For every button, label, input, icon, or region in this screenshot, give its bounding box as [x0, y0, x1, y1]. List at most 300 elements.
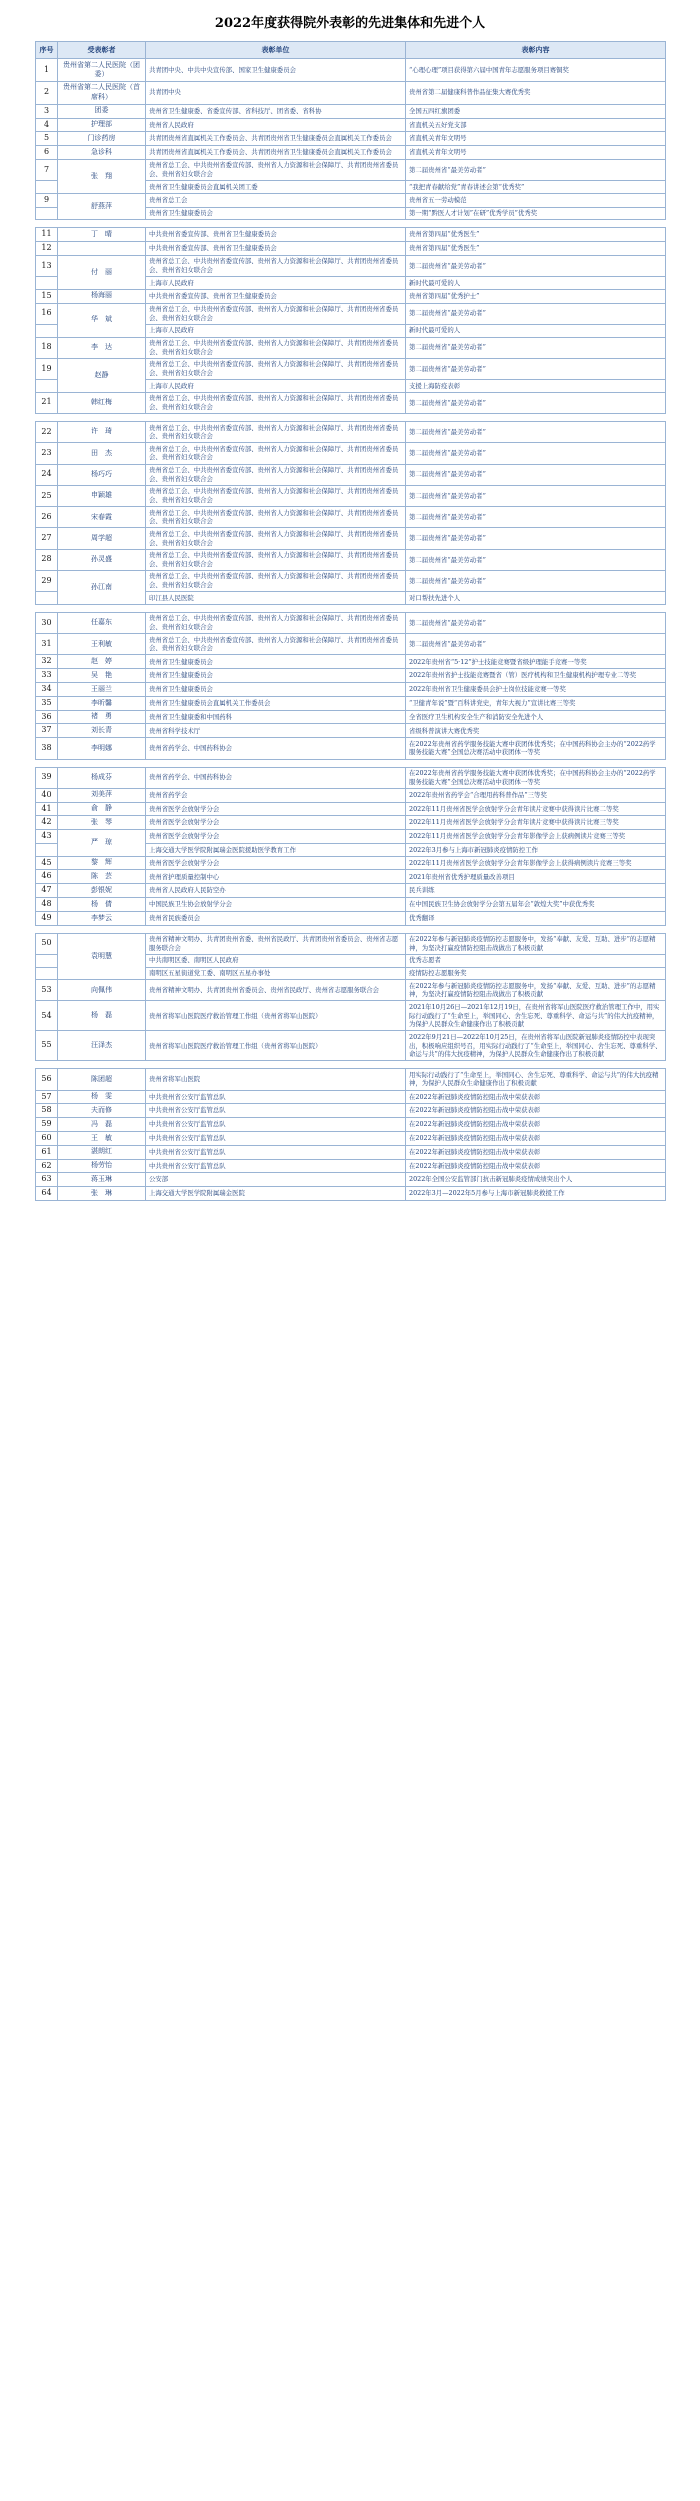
row-number: 28 [36, 549, 58, 570]
table-row [36, 289, 666, 303]
recipient-name: 刘长青 [58, 724, 146, 738]
table-row [36, 1069, 666, 1090]
row-number: 22 [36, 422, 58, 443]
recipient-name: 华 斌 [58, 303, 146, 337]
table-row [36, 255, 666, 276]
row-number: 35 [36, 696, 58, 710]
row-number: 41 [36, 802, 58, 816]
section-gap [36, 414, 666, 422]
recipient-name: 许 琦 [58, 422, 146, 443]
table-row [36, 193, 666, 207]
row-number: 39 [36, 767, 58, 788]
award-content: 优秀翻译 [406, 911, 666, 925]
award-unit: 贵州省精神文明办、共青团贵州省委员会、贵州省民政厅、贵州省志愿服务联合会 [146, 980, 406, 1001]
award-unit: 贵州省总工会、中共贵州省委宣传部、贵州省人力资源和社会保障厅、共青团贵州省委员会、贵州省妇女联合会 [146, 549, 406, 570]
award-unit: 贵州省药学会、中国药科协会 [146, 738, 406, 759]
award-content: 第二届贵州省“最美劳动者” [406, 159, 666, 180]
award-unit: 中共贵州省公安厅监管总队 [146, 1159, 406, 1173]
award-unit: 中共贵州省公安厅监管总队 [146, 1145, 406, 1159]
award-unit: 贵州省卫生健康委员会 [146, 683, 406, 697]
table-row [36, 816, 666, 830]
recipient-name: 俞 静 [58, 802, 146, 816]
award-content: 2022年贵州省护士技能竞赛暨省（管）医疗机构和卫生健康机构护理专业二等奖 [406, 669, 666, 683]
award-unit: 贵州省民族委员会 [146, 911, 406, 925]
table-row [36, 1173, 666, 1187]
recipient-name: 杨 倩 [58, 898, 146, 912]
row-number: 11 [36, 228, 58, 242]
row-number: 47 [36, 884, 58, 898]
row-number: 18 [36, 337, 58, 358]
table-row [36, 767, 666, 788]
row-number: 31 [36, 634, 58, 655]
award-content: 在2022年新冠肺炎疫情防控阻击战中荣获表彰 [406, 1131, 666, 1145]
recipient-name: 韩红梅 [58, 392, 146, 413]
recipient-name: 贵州省第二人民医院（团委） [58, 59, 146, 82]
row-number: 61 [36, 1145, 58, 1159]
recipient-name: 王丽兰 [58, 683, 146, 697]
award-content: 2022年全国公安监管部门抗击新冠肺炎疫情成绩突出个人 [406, 1173, 666, 1187]
recipient-name: 杨巧巧 [58, 464, 146, 485]
award-content: 省直机关五好党支部 [406, 118, 666, 132]
award-unit: 共青团中央、中共中央宣传部、国家卫生健康委员会 [146, 59, 406, 82]
table-row [36, 337, 666, 358]
award-content: 2021年贵州省优秀护理质量改善项目 [406, 870, 666, 884]
table-row [36, 710, 666, 724]
row-number: 33 [36, 669, 58, 683]
award-unit: 贵州省总工会、中共贵州省委宣传部、贵州省人力资源和社会保障厅、共青团贵州省委员会、贵州省妇女联合会 [146, 255, 406, 276]
section-gap [36, 759, 666, 767]
recipient-name: 任嘉东 [58, 612, 146, 633]
recipient-name: 杨 雯 [58, 1090, 146, 1104]
awards-table [35, 41, 666, 1201]
row-number: 55 [36, 1031, 58, 1061]
award-content: 第二届贵州省“最美劳动者” [406, 634, 666, 655]
award-content: 第二届贵州省“最美劳动者” [406, 549, 666, 570]
award-unit: 上海交通大学医学院附属瑞金医院 [146, 1187, 406, 1201]
award-content: 2022年贵州省药学会“合理用药科普作品”三等奖 [406, 788, 666, 802]
award-content: 2021年10月26日—2021年12月19日，在贵州省将军山医院医疗救治管理工作中，用实际行动践行了“生命至上，举国同心、舍生忘死、尊重科学、命运与共”的伟大抗疫精神，为保护人民群众生命健康作出了积极贡献 [406, 1001, 666, 1031]
award-content: 全国五四红旗团委 [406, 104, 666, 118]
recipient-name: 杨 磊 [58, 1001, 146, 1031]
recipient-name: 丁 晴 [58, 228, 146, 242]
award-content: “我把青春献给党”青春讲述会第“优秀奖” [406, 181, 666, 194]
award-unit: 贵州省医学会放射学分会 [146, 856, 406, 870]
award-content: 用实际行动践行了“生命至上，举国同心、舍生忘死、尊重科学、命运与共”的伟大抗疫精神，为保护人民群众生命健康作出了积极贡献 [406, 1069, 666, 1090]
award-unit: 贵州省卫生健康委员会 [146, 669, 406, 683]
award-content: 2022年9月21日—2022年10月25日，在贵州省将军山医院新冠肺炎疫情防控中表现突出，积极响应组织号召，用实际行动践行了“生命至上，举国同心、舍生忘死、尊重科学、命运与共”的伟大抗疫精神，为保护人民群众生命健康作出了积极贡献 [406, 1031, 666, 1061]
award-content: “卫健青年说”暨“百科讲党史，青年大视力”宣讲比赛三等奖 [406, 696, 666, 710]
award-unit: 贵州省医学会放射学分会 [146, 830, 406, 844]
award-unit: 上海市人民政府 [146, 380, 406, 393]
row-number: 46 [36, 870, 58, 884]
award-unit: 上海市人民政府 [146, 277, 406, 290]
table-row [36, 358, 666, 379]
row-number: 24 [36, 464, 58, 485]
award-content: 第二届贵州省“最美劳动者” [406, 528, 666, 549]
table-row [36, 1159, 666, 1173]
row-number: 48 [36, 898, 58, 912]
award-content: 贵州省五一劳动模范 [406, 193, 666, 207]
table-row [36, 856, 666, 870]
table-row [36, 228, 666, 242]
recipient-name: 陈团超 [58, 1069, 146, 1090]
row-number: 13 [36, 255, 58, 276]
row-number: 32 [36, 655, 58, 669]
award-unit: 贵州省药学会、中国药科协会 [146, 767, 406, 788]
row-number: 36 [36, 710, 58, 724]
award-unit: 贵州省总工会、中共贵州省委宣传部、贵州省人力资源和社会保障厅、共青团贵州省委员会、贵州省妇女联合会 [146, 337, 406, 358]
table-row [36, 1090, 666, 1104]
recipient-name: 蒋玉琳 [58, 1173, 146, 1187]
row-number: 54 [36, 1001, 58, 1031]
award-unit: 贵州省卫生健康委和中国药科 [146, 710, 406, 724]
row-number: 15 [36, 289, 58, 303]
award-unit: 贵州省总工会、中共贵州省委宣传部、贵州省人力资源和社会保障厅、共青团贵州省委员会、贵州省妇女联合会 [146, 392, 406, 413]
award-unit: 贵州省将军山医院医疗救治管理工作组（贵州省将军山医院） [146, 1001, 406, 1031]
row-number: 38 [36, 738, 58, 759]
table-row [36, 392, 666, 413]
header-honor: 表彰内容 [406, 42, 666, 59]
award-content: 第二届贵州省“最美劳动者” [406, 464, 666, 485]
award-content: 优秀志愿者 [406, 954, 666, 967]
table-row [36, 242, 666, 256]
recipient-name: 陈 芸 [58, 870, 146, 884]
row-number: 7 [36, 159, 58, 180]
table-row [36, 655, 666, 669]
table-row [36, 549, 666, 570]
recipient-name: 孙灵盛 [58, 549, 146, 570]
section-gap [36, 1061, 666, 1069]
award-unit: 中共贵州省委宣传部、贵州省卫生健康委员会 [146, 242, 406, 256]
award-content: 第二届贵州省“最美劳动者” [406, 612, 666, 633]
award-content: 对口帮扶先进个人 [406, 592, 666, 605]
row-number: 9 [36, 193, 58, 207]
row-number [36, 277, 58, 290]
recipient-name: 王利敏 [58, 634, 146, 655]
award-unit: 贵州省卫生健康委员会 [146, 655, 406, 669]
row-number: 57 [36, 1090, 58, 1104]
recipient-name: 张 琴 [58, 816, 146, 830]
row-number [36, 592, 58, 605]
award-unit: 中共贵州省公安厅监管总队 [146, 1090, 406, 1104]
row-number: 16 [36, 303, 58, 324]
row-number: 60 [36, 1131, 58, 1145]
recipient-name: 急诊科 [58, 146, 146, 160]
award-content: 第二届贵州省“最美劳动者” [406, 392, 666, 413]
award-unit: 共青团中央 [146, 81, 406, 104]
table-row [36, 507, 666, 528]
award-unit: 贵州省卫生健康委、省委宣传部、省科技厅、团省委、省科协 [146, 104, 406, 118]
table-row [36, 634, 666, 655]
award-content: 贵州省第四届“优秀医生” [406, 242, 666, 256]
award-content: 在2022年新冠肺炎疫情防控阻击战中荣获表彰 [406, 1104, 666, 1118]
section-gap [36, 604, 666, 612]
award-unit: 贵州省人民政府人民防空办 [146, 884, 406, 898]
row-number: 59 [36, 1118, 58, 1132]
award-content: 第二届贵州省“最美劳动者” [406, 422, 666, 443]
award-unit: 贵州省总工会、中共贵州省委宣传部、贵州省人力资源和社会保障厅、共青团贵州省委员会、贵州省妇女联合会 [146, 159, 406, 180]
section-gap [36, 220, 666, 228]
section-gap [36, 925, 666, 933]
table-row [36, 830, 666, 844]
table-row [36, 1001, 666, 1031]
row-number: 6 [36, 146, 58, 160]
recipient-name [58, 242, 146, 256]
table-row [36, 884, 666, 898]
recipient-name: 刘美萍 [58, 788, 146, 802]
award-unit: 贵州省卫生健康委员会直属机关团工委 [146, 181, 406, 194]
award-unit: 上海市人民政府 [146, 324, 406, 337]
award-content: 第二届贵州省“最美劳动者” [406, 358, 666, 379]
row-number: 56 [36, 1069, 58, 1090]
row-number [36, 380, 58, 393]
recipient-name: 汪泽杰 [58, 1031, 146, 1061]
award-content: 第二届贵州省“最美劳动者” [406, 337, 666, 358]
recipient-name: 杨成芬 [58, 767, 146, 788]
document-title: 2022年度获得院外表彰的先进集体和先进个人 [214, 16, 486, 31]
row-number: 45 [36, 856, 58, 870]
row-number [36, 844, 58, 857]
table-row [36, 104, 666, 118]
award-content: 在2022年新冠肺炎疫情防控阻击战中荣获表彰 [406, 1118, 666, 1132]
recipient-name: 护理部 [58, 118, 146, 132]
recipient-name: 周学超 [58, 528, 146, 549]
award-content: 2022年11月贵州省医学会放射学分会青年读片竞赛中获得读片比赛二等奖 [406, 802, 666, 816]
award-unit: 贵州省总工会、中共贵州省委宣传部、贵州省人力资源和社会保障厅、共青团贵州省委员会、贵州省妇女联合会 [146, 358, 406, 379]
award-content: 2022年11月贵州省医学会放射学分会青年读片竞赛中获得读片比赛三等奖 [406, 816, 666, 830]
recipient-name: 付 丽 [58, 255, 146, 289]
award-content: 新时代最可爱的人 [406, 324, 666, 337]
award-content: 在2022年贵州省药学服务技能大赛中获团体优秀奖；在中国药科协会主办的“2022药学服务技能大赛”全国总决赛活动中获团体一等奖 [406, 738, 666, 759]
row-number: 12 [36, 242, 58, 256]
row-number: 64 [36, 1187, 58, 1201]
table-row [36, 911, 666, 925]
award-unit: 贵州省总工会、中共贵州省委宣传部、贵州省人力资源和社会保障厅、共青团贵州省委员会、贵州省妇女联合会 [146, 422, 406, 443]
award-unit: 印江县人民医院 [146, 592, 406, 605]
table-row [36, 464, 666, 485]
award-unit: 贵州省卫生健康委员会 [146, 207, 406, 220]
award-unit: 中共贵州省委宣传部、贵州省卫生健康委员会 [146, 289, 406, 303]
table-row [36, 738, 666, 759]
award-unit: 贵州省精神文明办、共青团贵州省委、贵州省民政厅、共青团贵州省委员会、贵州省志愿服务联合会 [146, 933, 406, 954]
row-number [36, 207, 58, 220]
row-number: 30 [36, 612, 58, 633]
recipient-name: 杨劳怡 [58, 1159, 146, 1173]
recipient-name: 吴 艳 [58, 669, 146, 683]
award-unit: 贵州省总工会、中共贵州省委宣传部、贵州省人力资源和社会保障厅、共青团贵州省委员会、贵州省妇女联合会 [146, 528, 406, 549]
award-unit: 贵州省卫生健康委员会直属机关工作委员会 [146, 696, 406, 710]
row-number [36, 324, 58, 337]
award-unit: 中共贵州省委宣传部、贵州省卫生健康委员会 [146, 228, 406, 242]
row-number: 23 [36, 443, 58, 464]
award-content: 省级科普演讲大赛优秀奖 [406, 724, 666, 738]
row-number: 62 [36, 1159, 58, 1173]
award-unit: 贵州省总工会、中共贵州省委宣传部、贵州省人力资源和社会保障厅、共青团贵州省委员会、贵州省妇女联合会 [146, 443, 406, 464]
table-row [36, 612, 666, 633]
row-number: 58 [36, 1104, 58, 1118]
award-unit: 中共南明区委、南明区人民政府 [146, 954, 406, 967]
table-row [36, 696, 666, 710]
row-number [36, 954, 58, 967]
table-row [36, 118, 666, 132]
award-content: 第二届贵州省“最美劳动者” [406, 570, 666, 591]
row-number: 25 [36, 485, 58, 506]
recipient-name: 夫而修 [58, 1104, 146, 1118]
table-row [36, 159, 666, 180]
award-unit: 贵州省科学技术厅 [146, 724, 406, 738]
table-row [36, 146, 666, 160]
recipient-name: 张 琳 [58, 1187, 146, 1201]
table-row [36, 870, 666, 884]
award-unit: 共青团贵州省直属机关工作委员会、共青团贵州省卫生健康委员会直属机关工作委员会 [146, 146, 406, 160]
recipient-name: 杨海丽 [58, 289, 146, 303]
row-number: 3 [36, 104, 58, 118]
recipient-name: 申颖雄 [58, 485, 146, 506]
award-unit: 贵州省护理质量控制中心 [146, 870, 406, 884]
recipient-name: 冯 磊 [58, 1118, 146, 1132]
table-row [36, 81, 666, 104]
recipient-name: 李明娜 [58, 738, 146, 759]
award-content: 贵州省第四届“优秀护士” [406, 289, 666, 303]
recipient-name: 田 杰 [58, 443, 146, 464]
award-unit: 贵州省人民政府 [146, 118, 406, 132]
award-unit: 贵州省总工会、中共贵州省委宣传部、贵州省人力资源和社会保障厅、共青团贵州省委员会、贵州省妇女联合会 [146, 303, 406, 324]
table-row [36, 933, 666, 954]
header-unit: 表彰单位 [146, 42, 406, 59]
table-row [36, 788, 666, 802]
table-row [36, 443, 666, 464]
row-number: 4 [36, 118, 58, 132]
row-number: 19 [36, 358, 58, 379]
row-number [36, 967, 58, 980]
award-unit: 贵州省总工会、中共贵州省委宣传部、贵州省人力资源和社会保障厅、共青团贵州省委员会、贵州省妇女联合会 [146, 634, 406, 655]
award-content: 第二届贵州省“最美劳动者” [406, 485, 666, 506]
recipient-name: 孙江南 [58, 570, 146, 604]
table-row [36, 802, 666, 816]
award-unit: 贵州省药学会 [146, 788, 406, 802]
award-unit: 贵州省医学会放射学分会 [146, 816, 406, 830]
award-unit: 贵州省将军山医院 [146, 1069, 406, 1090]
table-row [36, 1104, 666, 1118]
recipient-name: 宋春霞 [58, 507, 146, 528]
table-row [36, 303, 666, 324]
award-content: 在2022年贵州省药学服务技能大赛中获团体优秀奖；在中国药科协会主办的“2022药学服务技能大赛”全国总决赛活动中获团体一等奖 [406, 767, 666, 788]
award-content: “心理心理”项目获得第六届中国青年志愿服务项目赛铜奖 [406, 59, 666, 82]
row-number: 29 [36, 570, 58, 591]
table-row [36, 1118, 666, 1132]
table-row [36, 422, 666, 443]
row-number: 40 [36, 788, 58, 802]
row-number: 2 [36, 81, 58, 104]
recipient-name: 门诊药房 [58, 132, 146, 146]
recipient-name: 张 翔 [58, 159, 146, 193]
recipient-name: 赵静 [58, 358, 146, 392]
award-content: 在2022年参与新冠肺炎疫情防控志愿服务中，发扬“奉献、友爱、互助、进步”的志愿精神，为坚决打赢疫情防控阻击战做出了积极贡献 [406, 933, 666, 954]
row-number: 43 [36, 830, 58, 844]
award-unit: 中共贵州省公安厅监管总队 [146, 1131, 406, 1145]
award-content: 第二届贵州省“最美劳动者” [406, 255, 666, 276]
table-row [36, 898, 666, 912]
award-unit: 公安部 [146, 1173, 406, 1187]
recipient-name: 李 达 [58, 337, 146, 358]
award-content: 在2022年新冠肺炎疫情防控阻击战中荣获表彰 [406, 1090, 666, 1104]
award-content: 新时代最可爱的人 [406, 277, 666, 290]
recipient-name: 赵 婷 [58, 655, 146, 669]
page [0, 0, 700, 1221]
award-content: 在2022年新冠肺炎疫情防控阻击战中荣获表彰 [406, 1145, 666, 1159]
table-row [36, 570, 666, 591]
recipient-name: 黎 辉 [58, 856, 146, 870]
row-number: 5 [36, 132, 58, 146]
recipient-name: 王 敏 [58, 1131, 146, 1145]
recipient-name: 团委 [58, 104, 146, 118]
row-number: 42 [36, 816, 58, 830]
recipient-name: 严 琼 [58, 830, 146, 856]
table-body [36, 59, 666, 1201]
table-row [36, 1145, 666, 1159]
table-row [36, 669, 666, 683]
row-number: 27 [36, 528, 58, 549]
award-unit: 贵州省总工会、中共贵州省委宣传部、贵州省人力资源和社会保障厅、共青团贵州省委员会、贵州省妇女联合会 [146, 485, 406, 506]
award-unit: 贵州省总工会、中共贵州省委宣传部、贵州省人力资源和社会保障厅、共青团贵州省委员会、贵州省妇女联合会 [146, 507, 406, 528]
row-number: 21 [36, 392, 58, 413]
table-row [36, 132, 666, 146]
row-number: 26 [36, 507, 58, 528]
award-content: 2022年11月贵州省医学会放射学分会青年影像学会上获得病例读片竞赛三等奖 [406, 856, 666, 870]
award-content: 疫情防控志愿服务奖 [406, 967, 666, 980]
table-row [36, 1187, 666, 1201]
header-no: 序号 [36, 42, 58, 59]
table-row [36, 724, 666, 738]
award-content: 支援上海防疫表彰 [406, 380, 666, 393]
award-unit: 贵州省总工会、中共贵州省委宣传部、贵州省人力资源和社会保障厅、共青团贵州省委员会、贵州省妇女联合会 [146, 464, 406, 485]
recipient-name: 湛朗红 [58, 1145, 146, 1159]
header-recipient: 受表彰者 [58, 42, 146, 59]
row-number: 53 [36, 980, 58, 1001]
table-row [36, 528, 666, 549]
award-unit: 中国民族卫生协会放射学分会 [146, 898, 406, 912]
recipient-name: 彭银妮 [58, 884, 146, 898]
recipient-name: 李昕馨 [58, 696, 146, 710]
award-content: 第二届贵州省“最美劳动者” [406, 507, 666, 528]
award-unit: 南明区五星街道党工委、南明区五星办事处 [146, 967, 406, 980]
award-unit: 贵州省总工会、中共贵州省委宣传部、贵州省人力资源和社会保障厅、共青团贵州省委员会、贵州省妇女联合会 [146, 570, 406, 591]
table-row [36, 59, 666, 82]
award-content: 2022年贵州省“5·12”护士技能竞赛暨省级护理能手竞赛一等奖 [406, 655, 666, 669]
award-content: 贵州省第四届“优秀医生” [406, 228, 666, 242]
award-content: 2022年11月贵州省医学会放射学分会青年影像学会上获病例读片竞赛三等奖 [406, 830, 666, 844]
row-number: 63 [36, 1173, 58, 1187]
award-content: 在2022年新冠肺炎疫情防控阻击战中荣获表彰 [406, 1159, 666, 1173]
table-row [36, 683, 666, 697]
award-content: 第一期“黔医人才计划”在研”优秀学员”优秀奖 [406, 207, 666, 220]
award-content: 民兵训练 [406, 884, 666, 898]
award-unit: 上海交通大学医学院附属瑞金医院援助医学教育工作 [146, 844, 406, 857]
award-content: 2022年3月参与上海市新冠肺炎疫情防控工作 [406, 844, 666, 857]
recipient-name: 舒燕萍 [58, 193, 146, 219]
award-content: 2022年3月—2022年5月参与上海市新冠肺炎救援工作 [406, 1187, 666, 1201]
award-content: 在2022年参与新冠肺炎疫情防控志愿服务中，发扬“奉献、友爱、互助、进步”的志愿精神，为坚决打赢疫情防控阻击战做出了积极贡献 [406, 980, 666, 1001]
row-number [36, 181, 58, 194]
award-content: 省直机关青年文明号 [406, 132, 666, 146]
row-number: 37 [36, 724, 58, 738]
row-number: 1 [36, 59, 58, 82]
recipient-name: 李梦云 [58, 911, 146, 925]
award-unit: 贵州省将军山医院医疗救治管理工作组（贵州省将军山医院） [146, 1031, 406, 1061]
table-row [36, 485, 666, 506]
recipient-name: 袁明慧 [58, 933, 146, 980]
award-unit: 贵州省总工会、中共贵州省委宣传部、贵州省人力资源和社会保障厅、共青团贵州省委员会、贵州省妇女联合会 [146, 612, 406, 633]
